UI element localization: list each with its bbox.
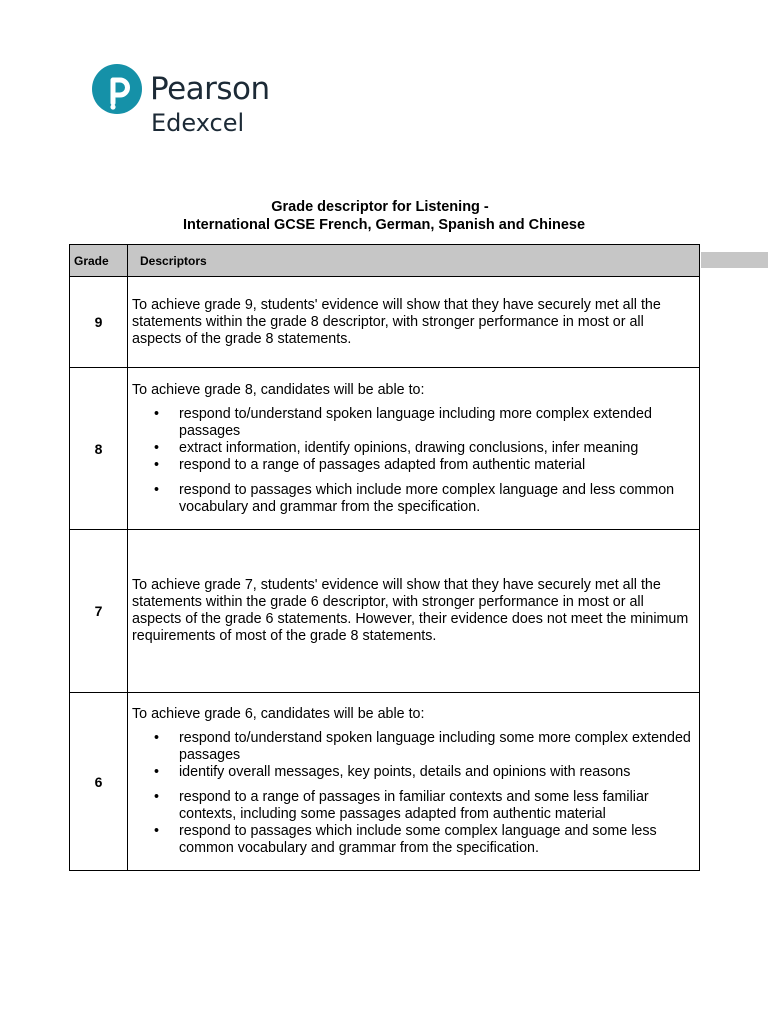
descriptor-bullet-list <box>132 730 695 857</box>
descriptor-cell <box>128 277 700 368</box>
descriptor-bullet: • respond to/understand spoken language including more complex extended passages <box>132 406 695 440</box>
side-tab-decoration <box>701 252 768 268</box>
descriptor-cell <box>128 530 700 693</box>
descriptor-bullet: • respond to passages which include some complex language and some less common vocabulary and grammar from the specification. <box>132 823 695 857</box>
pearson-logo-icon <box>91 63 143 115</box>
descriptor-cell <box>128 693 700 871</box>
table-row-grade-8 <box>70 368 700 530</box>
descriptor-bullet: • extract information, identify opinions, drawing conclusions, infer meaning <box>132 440 695 457</box>
grade-value: 8 <box>70 368 128 530</box>
table-row-grade-9 <box>70 277 700 368</box>
descriptor-bullet: • respond to a range of passages adapted from authentic material <box>132 457 695 474</box>
descriptor-bullet: • identify overall messages, key points, details and opinions with reasons <box>132 764 695 781</box>
descriptor-text: To achieve grade 7, students' evidence will show that they have securely met all the statements within the grade 6 descriptor, with stronger performance in most or all aspects of the grade 6 statements. However, their evidence does not meet the minimum requirements of most of the grade 8 statements. <box>132 577 689 644</box>
document-title: Grade descriptor for Listening - <box>271 199 489 215</box>
descriptor-text: To achieve grade 9, students' evidence will show that they have securely met all the statements within the grade 8 descriptor, with stronger performance in most or all aspects of the grade 8 statements. <box>132 296 661 347</box>
grade-value: 7 <box>70 530 128 693</box>
grade-value: 9 <box>70 277 128 368</box>
grade-descriptor-table <box>69 244 700 871</box>
descriptor-bullet: • respond to a range of passages in familiar contexts and some less familiar contexts, including some passages adapted from authentic material <box>132 789 695 823</box>
brand-sub: Edexcel <box>151 109 245 137</box>
brand-name: Pearson <box>150 71 270 107</box>
descriptor-cell <box>128 368 700 530</box>
header-descriptors: Descriptors <box>128 245 700 277</box>
table-row-grade-6 <box>70 693 700 871</box>
descriptor-bullet-list <box>132 406 695 516</box>
pearson-edexcel-logo <box>91 63 291 143</box>
document-subtitle: International GCSE French, German, Spanish and Chinese <box>182 217 586 233</box>
descriptor-bullet: • respond to/understand spoken language including some more complex extended passages <box>132 730 695 764</box>
table-row-grade-7 <box>70 530 700 693</box>
header-grade: Grade <box>70 245 128 277</box>
descriptor-bullet: • respond to passages which include more complex language and less common vocabulary and grammar from the specification. <box>132 482 695 516</box>
descriptor-intro: To achieve grade 8, candidates will be able to: <box>132 381 425 398</box>
grade-value: 6 <box>70 693 128 871</box>
table-header-row <box>70 245 700 277</box>
descriptor-intro: To achieve grade 6, candidates will be able to: <box>132 706 425 722</box>
